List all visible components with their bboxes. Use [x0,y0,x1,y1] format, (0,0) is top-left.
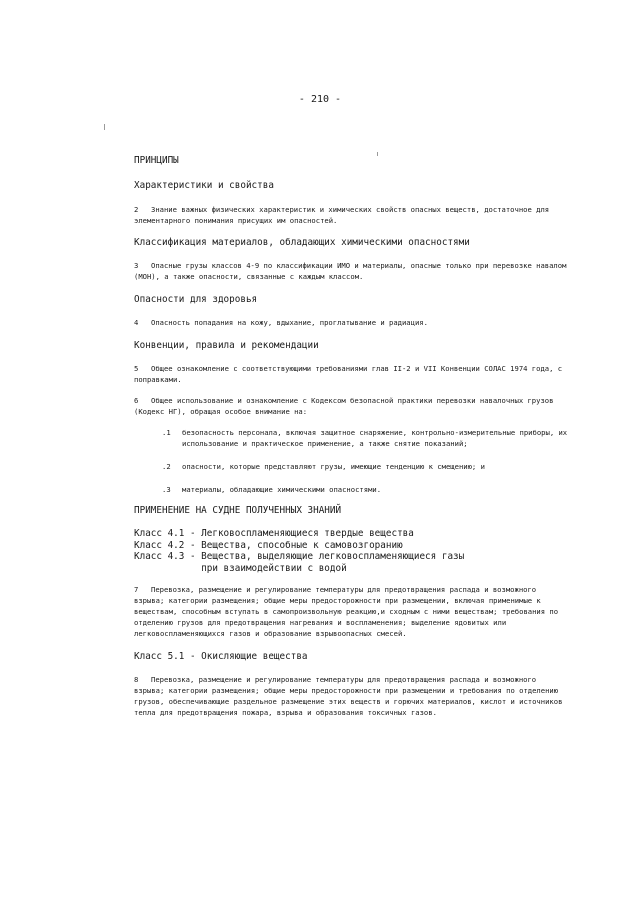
paragraph-number: 7 [134,585,139,594]
paragraph-text: Знание важных физических характеристик и химических свойств опасных веществ, достаточное для элементарного понимания присущих им опасностей. [134,205,550,225]
paragraph-number: 2 [134,205,139,214]
paragraph-text: Опасные грузы классов 4-9 по классификации ИМО и материалы, опасные только при перевозке навалом (МОН), а также опасности, связанные с каждым классом. [134,261,567,281]
paragraph-6 [134,395,570,417]
paragraph-number: 6 [134,396,139,405]
list-item-text: безопасность персонала, включая защитное снаряжение, контрольно-измерительные приборы, их использование и практическое применение, а также снятие показаний; [182,428,568,448]
list-item [134,427,570,449]
class-line: Класс 4.2 - Вещества, способные к самовозгоранию [134,539,403,551]
list-item-text: опасности, которые представляют грузы, имеющие тенденцию к смещению; и [182,462,485,471]
paragraph-text: Опасность попадания на кожу, вдыхание, проглатывание и радиация. [151,318,428,327]
paragraph-number: 8 [134,674,139,684]
paragraph-text: Общее использование и ознакомление с Кодексом безопасной практики перевозки навалочных грузов (Кодекс НГ), обращая особое внимание на: [134,396,554,416]
scan-mark [104,124,105,130]
document-body [134,155,570,718]
class-line: Класс 4.1 - Легковоспламеняющиеся твердые вещества [134,528,414,539]
section-heading-characteristics: Характеристики и свойства [134,180,274,191]
paragraph-number: 5 [134,364,139,373]
section-heading-classification: Классификация материалов, обладающих химическими опасностями [134,237,470,248]
paragraph-5 [134,363,570,385]
paragraph-number: 3 [134,261,139,270]
list-item-text: материалы, обладающие химическими опасностями. [182,485,382,494]
class-line-5: Класс 5.1 - Окисляющие вещества [134,651,308,662]
section-heading-health: Опасности для здоровья [134,294,258,305]
paragraph-8 [134,674,570,718]
paragraph-7 [134,584,570,639]
list-item [134,461,570,472]
paragraph-number: 4 [134,318,139,327]
list-item-number: .3 [162,485,171,494]
paragraph-2 [134,204,570,226]
class-list-4 [134,528,570,574]
section-heading-application: ПРИМЕНЕНИЕ НА СУДНЕ ПОЛУЧЕННЫХ ЗНАНИЙ [134,505,342,516]
paragraph-4 [134,317,570,328]
section-heading-principles: ПРИНЦИПЫ [134,155,179,166]
paragraph-text: Общее ознакомление с соответствующими требованиями глав II-2 и VII Конвенции СОЛАС 1974 года, с поправками. [134,364,563,384]
class-line: Класс 4.3 - Вещества, выделяющие легковоспламеняющиеся газы [134,551,465,562]
list-item-number: .1 [162,428,171,437]
class-line: при взаимодействии с водой [134,562,347,574]
list-item-number: .2 [162,462,171,471]
page-number: - 210 - [298,94,342,105]
paragraph-3 [134,260,570,282]
paragraph-text: Перевозка, размещение и регулирование температуры для предотвращения распада и возможного взрыва; категории размещения; общие меры предосторожности при размещении и требования по отделению грузов, обеспечивающие раздельное размещение этих веществ и горючих материалов, кислот и источников тепла для предотвращения пожара, взрыва и образования токсичных газов. [134,674,563,717]
section-heading-conventions: Конвенции, правила и рекомендации [134,340,319,351]
paragraph-text: Перевозка, размещение и регулирование температуры для предотвращения распада и возможного взрыва; категории размещения; общие меры предосторожности при размещении, включая применимые к веществам, способным вступать в самопроизвольную реакцию,и сходным с ними веществам; требования по отделению грузов для предотвращения нагревания и воспламенения; выделение ядовитых или легковоспламеняющихся газов и образование взрывоопасных смесей. [134,585,559,638]
list-item [134,484,570,495]
